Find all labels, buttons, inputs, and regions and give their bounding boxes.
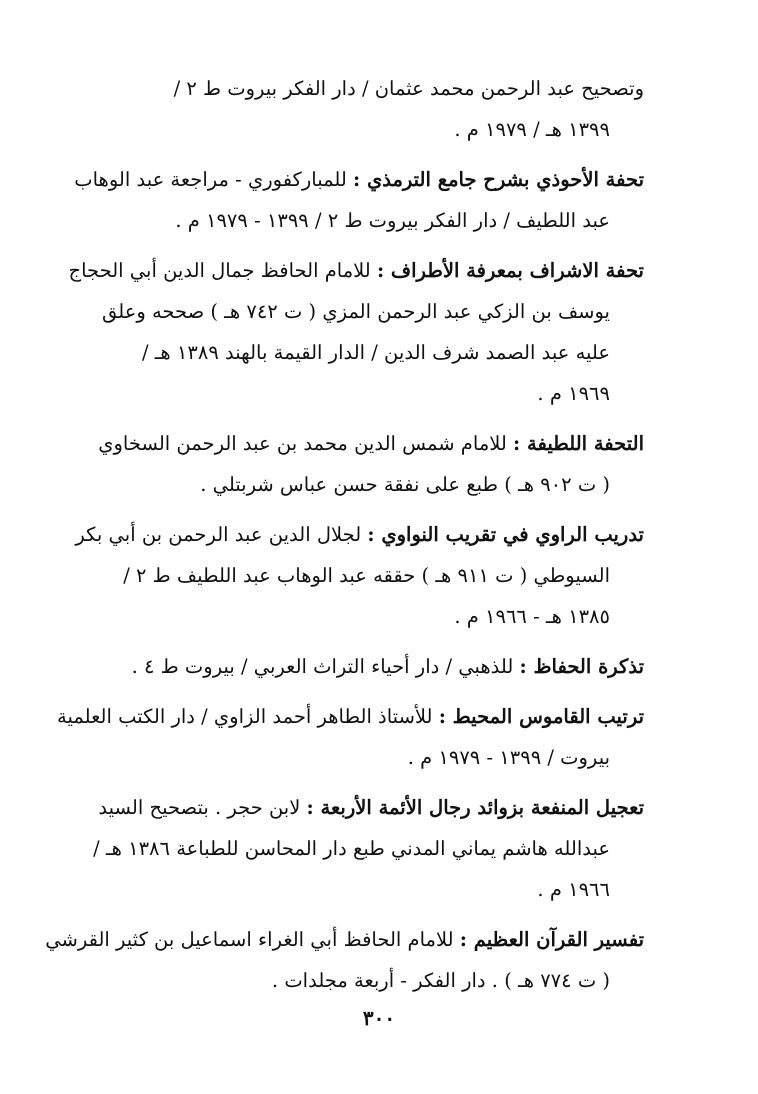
entry-first-line	[74, 159, 644, 200]
bibliography-entry	[78, 68, 644, 150]
entry-text: للأستاذ الطاهر أحمد الزاوي / دار الكتب العلمية	[57, 705, 439, 728]
entry-line: ١٣٨٥ هـ - ١٩٦٦ م .	[454, 605, 610, 628]
bibliography-entry	[45, 919, 644, 1001]
entry-title: تعجيل المنفعة بزوائد رجال الأئمة الأربعة :	[306, 796, 644, 819]
entry-text: لابن حجر . بتصحيح السيد	[98, 796, 307, 819]
bibliography-entry	[75, 514, 644, 637]
entry-line: بيروت / ١٣٩٩ - ١٩٧٩ م .	[407, 746, 610, 769]
entry-text: للامام الحافظ جمال الدين أبي الحجاج	[68, 259, 377, 282]
entry-line: وتصحيح عبد الرحمن محمد عثمان / دار الفكر بيروت ط ٢ /	[173, 77, 644, 100]
entry-line: ١٩٦٦ م .	[537, 878, 610, 901]
entry-title: تحفة الاشراف بمعرفة الأطراف :	[376, 259, 644, 282]
entry-first-line	[75, 514, 644, 555]
document-body	[45, 68, 644, 1001]
entry-first-line	[78, 423, 644, 464]
entry-line: يوسف بن الزكي عبد الرحمن المزي ( ت ٧٤٢ هـ ) صححه وعلق	[102, 300, 610, 323]
page-number: ٣٠٠	[362, 1006, 396, 1030]
entry-title: تذكرة الحفاظ :	[519, 655, 644, 678]
entry-title: تفسير القرآن العظيم :	[459, 928, 644, 951]
entry-line: ١٩٦٩ م .	[537, 382, 610, 405]
entry-text: للذهبي / دار أحياء التراث العربي / بيروت ط ٤ .	[131, 655, 520, 678]
entry-title: ترتيب القاموس المحيط :	[438, 705, 644, 728]
entry-title: تدريب الراوي في تقريب النواوي :	[367, 523, 644, 546]
entry-line: السيوطي ( ت ٩١١ هـ ) حققه عبد الوهاب عبد اللطيف ط ٢ /	[123, 564, 610, 587]
bibliography-entry	[57, 696, 644, 778]
entry-first-line	[78, 787, 644, 828]
entry-first-line	[45, 919, 644, 960]
entry-text: للمباركفوري - مراجعة عبد الوهاب	[74, 168, 353, 191]
entry-text: للامام شمس الدين محمد بن عبد الرحمن السخاوي	[98, 432, 514, 455]
entry-line: عبدالله هاشم يماني المدني طبع دار المحاسن للطباعة ١٣٨٦ هـ /	[93, 837, 610, 860]
entry-first-line	[78, 646, 644, 687]
bibliography-entry	[78, 423, 644, 505]
entry-text: لجلال الدين عبد الرحمن بن أبي بكر	[75, 523, 368, 546]
entry-line: عليه عبد الصمد شرف الدين / الدار القيمة بالهند ١٣٨٩ هـ /	[141, 341, 610, 364]
entry-text: للامام الحافظ أبي الغراء اسماعيل بن كثير القرشي	[45, 928, 460, 951]
entry-line: ( ت ٩٠٢ هـ ) طبع على نفقة حسن عباس شربتلي .	[200, 473, 610, 496]
bibliography-entry	[78, 787, 644, 910]
entry-line: ( ت ٧٧٤ هـ ) . دار الفكر - أربعة مجلدات .	[271, 969, 610, 992]
entry-line: ١٣٩٩ هـ / ١٩٧٩ م .	[454, 118, 610, 141]
entry-title: تحفة الأحوذي بشرح جامع الترمذي :	[352, 168, 644, 191]
entry-first-line	[57, 696, 644, 737]
entry-line: عبد اللطيف / دار الفكر بيروت ط ٢ / ١٣٩٩ - ١٩٧٩ م .	[175, 209, 610, 232]
bibliography-entry	[68, 250, 644, 414]
bibliography-entry	[74, 159, 644, 241]
bibliography-entry	[78, 646, 644, 687]
entry-title: التحفة اللطيفة :	[513, 432, 644, 455]
entry-first-line	[68, 250, 644, 291]
